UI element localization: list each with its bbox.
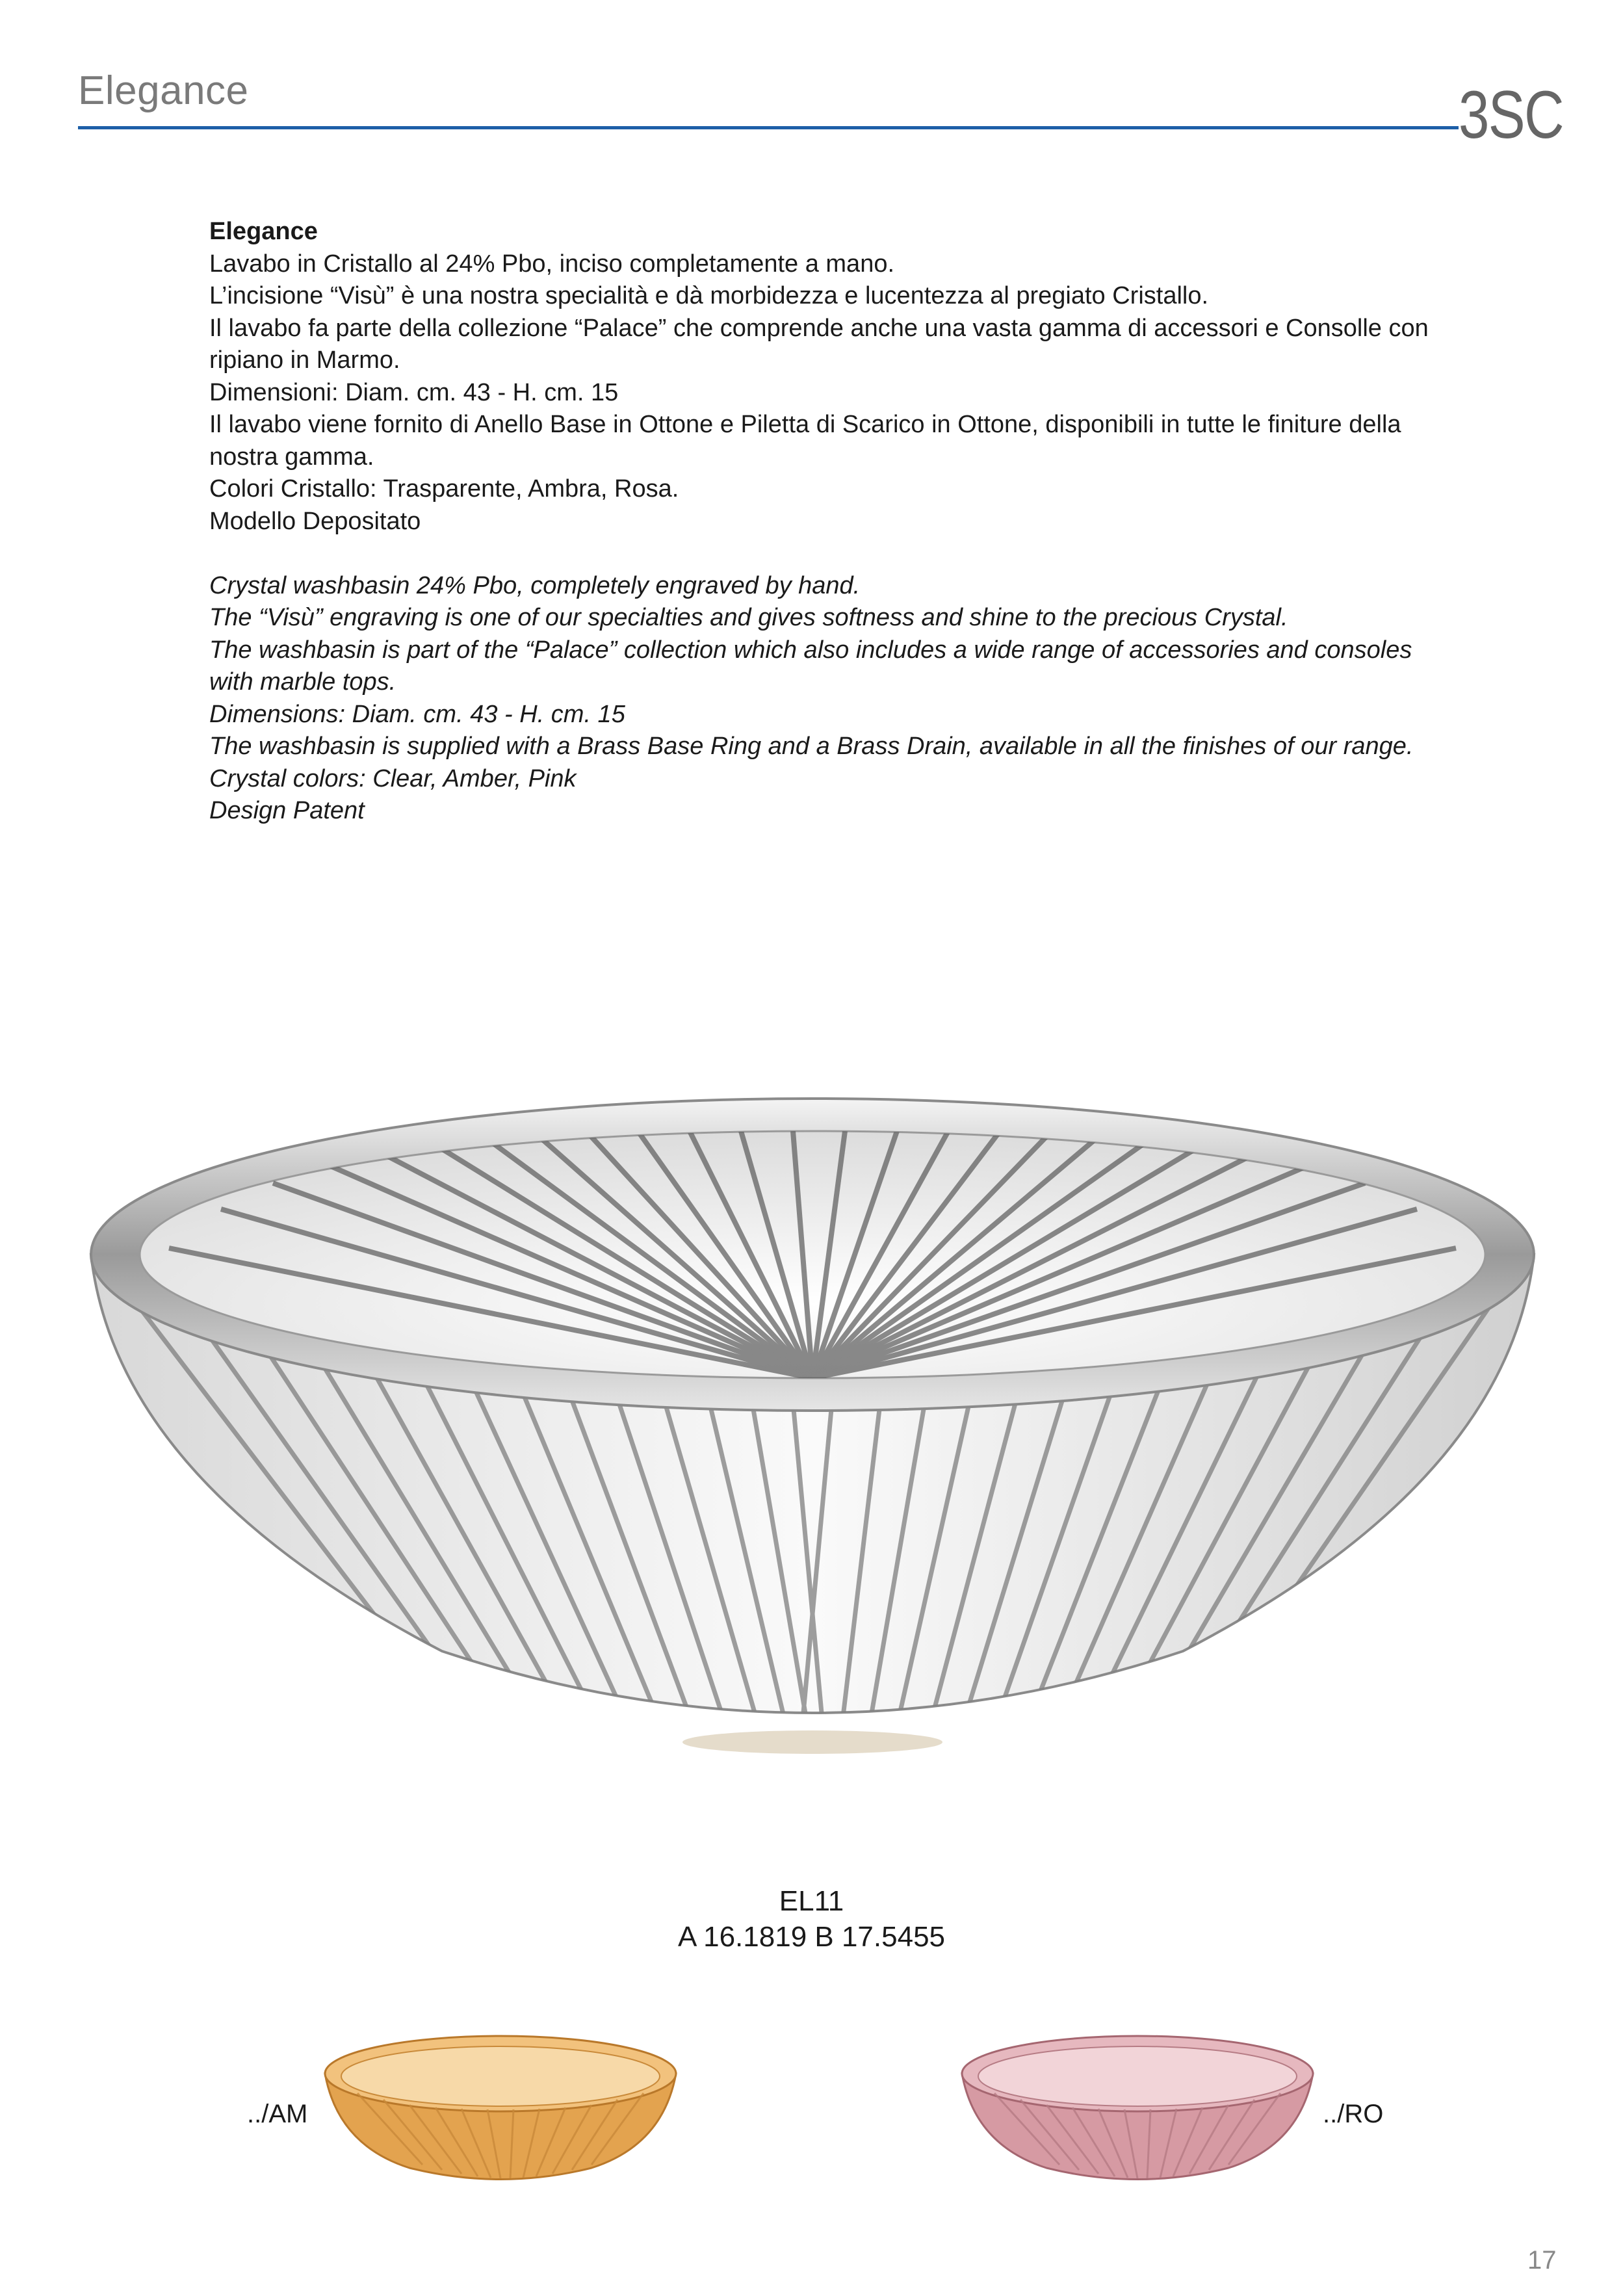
product-code: EL11 bbox=[779, 1885, 844, 1917]
rose-washbasin-image bbox=[955, 2028, 1319, 2184]
it-line: Il lavabo fa parte della collezione “Palace” che comprende anche una vasta gamma di accessori e Consolle con bbox=[209, 314, 1429, 342]
en-line: with marble tops. bbox=[209, 668, 396, 696]
it-line: ripiano in Marmo. bbox=[209, 346, 400, 374]
rose-variant-label: ../RO bbox=[1323, 2100, 1384, 2128]
it-line: Il lavabo viene fornito di Anello Base in Ottone e Piletta di Scarico in Ottone, disponibili in tutte le finiture della bbox=[209, 411, 1401, 438]
en-line: The washbasin is part of the “Palace” collection which also includes a wide range of accessories and consoles bbox=[209, 636, 1412, 664]
it-line: Lavabo in Cristallo al 24% Pbo, inciso completamente a mano. bbox=[209, 250, 895, 278]
description-title: Elegance bbox=[209, 218, 318, 245]
crystal-washbasin-image bbox=[78, 1066, 1547, 1781]
brand-logo: 3SC bbox=[1459, 77, 1563, 153]
en-line: The washbasin is supplied with a Brass Base Ring and a Brass Drain, available in all the finishes of our range. bbox=[209, 733, 1414, 760]
product-reference-codes: A 16.1819 B 17.5455 bbox=[677, 1921, 946, 1953]
it-line: Dimensioni: Diam. cm. 43 - H. cm. 15 bbox=[209, 378, 619, 406]
en-line: Crystal colors: Clear, Amber, Pink bbox=[209, 764, 577, 792]
it-line: L’incisione “Visù” è una nostra specialità e dà morbidezza e lucentezza al pregiato Cristallo. bbox=[209, 282, 1209, 309]
section-title: Elegance bbox=[78, 68, 249, 113]
product-description bbox=[209, 216, 1483, 828]
page-number: 17 bbox=[1527, 2246, 1557, 2275]
en-line: The “Visù” engraving is one of our specialties and gives softness and shine to the precious Crystal. bbox=[209, 604, 1288, 631]
it-line: Colori Cristallo: Trasparente, Ambra, Rosa. bbox=[209, 475, 679, 502]
paragraph-spacer bbox=[209, 538, 1483, 570]
en-line: Crystal washbasin 24% Pbo, completely engraved by hand. bbox=[209, 571, 861, 599]
header-divider bbox=[78, 126, 1459, 129]
en-line: Dimensions: Diam. cm. 43 - H. cm. 15 bbox=[209, 700, 625, 728]
it-line: nostra gamma. bbox=[209, 443, 374, 471]
amber-variant-label: ../AM bbox=[247, 2100, 308, 2128]
it-line: Modello Depositato bbox=[209, 507, 421, 535]
en-line: Design Patent bbox=[209, 797, 365, 824]
amber-washbasin-image bbox=[318, 2028, 682, 2184]
